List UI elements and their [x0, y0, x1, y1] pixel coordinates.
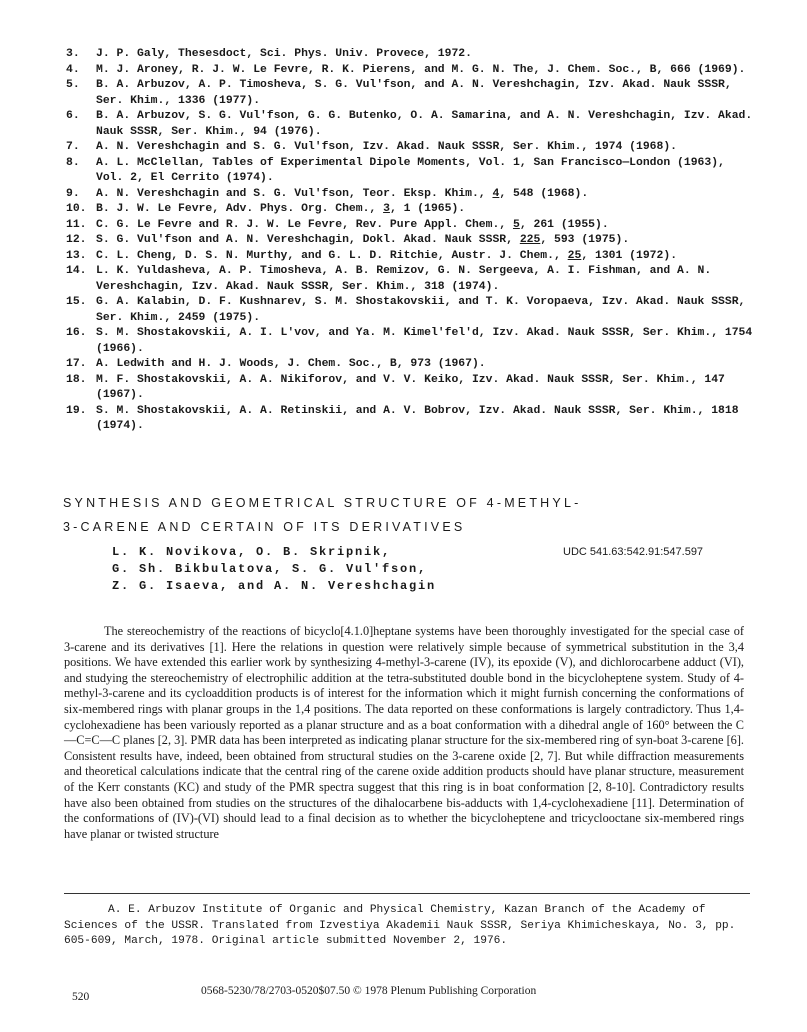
reference-line: B. J. W. Le Fevre, Adv. Phys. Org. Chem., 3, 1 (1965).: [96, 203, 466, 215]
author-line: Z. G. Isaeva, and A. N. Vereshchagin: [112, 579, 437, 593]
reference-item: [66, 109, 756, 140]
reference-line: B. A. Arbuzov, A. P. Timosheva, S. G. Vul'fson, and A. N. Vereshchagin, Izv. Akad. Nauk SSSR,: [96, 79, 732, 91]
udc-code: UDC 541.63:542.91:547.597: [563, 546, 704, 558]
reference-number: 7.: [66, 141, 80, 153]
reference-number: 19.: [66, 404, 87, 417]
reference-text: [96, 404, 756, 435]
reference-line: Vereshchagin, Izv. Akad. Nauk SSSR, Ser. Khim., 318 (1974).: [96, 280, 500, 293]
reference-number: 8.: [66, 156, 80, 169]
reference-item: [66, 295, 756, 326]
reference-line: S. G. Vul'fson and A. N. Vereshchagin, Dokl. Akad. Nauk SSSR, 225, 593 (1975).: [96, 234, 630, 246]
reference-line: C. G. Le Fevre and R. J. W. Le Fevre, Rev. Pure Appl. Chem., 5, 261 (1955).: [96, 218, 609, 231]
reference-line: (1974).: [96, 420, 144, 432]
reference-text: [96, 357, 756, 373]
reference-line: C. L. Cheng, D. S. N. Murthy, and G. L. D. Ritchie, Austr. J. Chem., 25, 1301 (1972).: [96, 249, 678, 262]
reference-number: 4.: [66, 63, 80, 76]
footnote-text: A. E. Arbuzov Institute of Organic and Physical Chemistry, Kazan Branch of the Academy of Sciences of the USSR. Translated from Izvestiya Akademii Nauk SSSR, Seriya Khimicheskaya, No. 3, pp. 605-609, March, 1978. Original article submitted November 2, 1976.: [64, 904, 736, 947]
reference-item: [66, 156, 756, 187]
reference-item: [66, 404, 756, 435]
reference-item: [66, 187, 756, 203]
reference-line: Nauk SSSR, Ser. Khim., 94 (1976).: [96, 125, 322, 138]
reference-item: [66, 357, 756, 373]
reference-number: 9.: [66, 187, 80, 200]
reference-item: [66, 202, 756, 218]
reference-line: (1967).: [96, 389, 144, 401]
reference-text: [96, 233, 756, 249]
reference-text: [96, 326, 756, 357]
page-number: 520: [72, 991, 90, 1003]
article-title-line-2: 3-CARENE AND CERTAIN OF ITS DERIVATIVES: [63, 520, 466, 534]
footnote: [64, 903, 750, 950]
reference-line: J. P. Galy, Thesesdoct, Sci. Phys. Univ. Provece, 1972.: [96, 48, 472, 60]
reference-line: B. A. Arbuzov, S. G. Vul'fson, G. G. Butenko, O. A. Samarina, and A. N. Vereshchagin, Izv. Akad.: [96, 110, 753, 122]
reference-number: 15.: [66, 296, 87, 308]
author-line: G. Sh. Bikbulatova, S. G. Vul'fson,: [112, 562, 428, 576]
reference-number: 3.: [66, 48, 80, 60]
reference-number: 17.: [66, 358, 87, 370]
reference-line: L. K. Yuldasheva, A. P. Timosheva, A. B. Remizov, G. N. Sergeeva, A. I. Fishman, and A. N.: [96, 265, 712, 277]
author-line: L. K. Novikova, O. B. Skripnik,: [112, 545, 392, 559]
article-body: [64, 624, 744, 842]
reference-line: S. M. Shostakovskii, A. I. L'vov, and Ya. M. Kimel'fel'd, Izv. Akad. Nauk SSSR, Ser. Khim., 1754: [96, 327, 753, 339]
author-list: [112, 544, 436, 595]
reference-line: Ser. Khim., 1336 (1977).: [96, 94, 261, 107]
reference-line: A. N. Vereshchagin and S. G. Vul'fson, Teor. Eksp. Khim., 4, 548 (1968).: [96, 187, 589, 200]
reference-item: [66, 233, 756, 249]
reference-number: 18.: [66, 373, 87, 386]
reference-item: [66, 47, 756, 63]
reference-number: 16.: [66, 327, 87, 339]
reference-item: [66, 78, 756, 109]
reference-number: 6.: [66, 110, 80, 122]
reference-text: [96, 202, 756, 218]
reference-line: Ser. Khim., 2459 (1975).: [96, 311, 261, 324]
reference-item: [66, 218, 756, 234]
reference-line: A. Ledwith and H. J. Woods, J. Chem. Soc., B, 973 (1967).: [96, 358, 486, 370]
reference-number: 11.: [66, 218, 87, 231]
reference-item: [66, 326, 756, 357]
reference-number: 14.: [66, 265, 87, 277]
reference-number: 12.: [66, 234, 87, 246]
reference-line: S. M. Shostakovskii, A. A. Retinskii, and A. V. Bobrov, Izv. Akad. Nauk SSSR, Ser. Khim., 1818: [96, 404, 739, 417]
reference-item: [66, 140, 756, 156]
reference-text: [96, 249, 756, 265]
reference-text: [96, 156, 756, 187]
reference-number: 13.: [66, 249, 87, 262]
reference-item: [66, 373, 756, 404]
reference-text: [96, 140, 756, 156]
body-paragraph: The stereochemistry of the reactions of bicyclo[4.1.0]heptane systems have been thoroughly investigated for the special case of 3-carene and its derivatives [1]. Here the relations in question were relatively simple because of symmetrical substitution in the 3,4 positions. We have extended this earlier work by synthesizing 4-methyl-3-carene (IV), its epoxide (V), and dichlorocarbene adduct (VI), and studying the stereochemistry of electrophilic addition at the tetra-substituted double bond in the bicycloheptene system. Study of 4-methyl-3-carene and its cycloaddition products is of interest for the information which it might furnish concerning the conformations of six-membered rings with planar groups in the 1,4 positions. The data reported on these conformations is largely contradictory. Thus 1,4-cyclohexadiene has been variously reported as a planar structure and as a boat conformation with a dihedral angle of 160° between the C—C=C—C planes [2, 3]. PMR data has been interpreted as indicating planar structure for the six-membered ring of syn-boat 3-carene [6]. Consistent results have, indeed, been obtained from structural studies on the 3-carene oxide [2, 7]. But while diffraction measurements and theoretical calculations indicate that the central ring of the carene oxide addition products should have planar structure, measurement of the Kerr constants (KC) and study of the PMR spectra suggest that this ring is in boat conformation [2, 8-10]. Contradictory results have also been obtained from studies on the structures of the dihalocarbene bis-adducts with 1,4-cyclohexadiene [11]. Determination of the conformations of (IV)-(VI) should lead to a final decision as to whether the bicycloheptene and tricyclooctane six-membered rings have planar or twisted structure: [64, 624, 744, 841]
reference-line: M. F. Shostakovskii, A. A. Nikiforov, and V. V. Keiko, Izv. Akad. Nauk SSSR, Ser. Khim., 147: [96, 373, 725, 386]
reference-text: [96, 47, 756, 63]
reference-line: M. J. Aroney, R. J. W. Le Fevre, R. K. Pierens, and M. G. N. The, J. Chem. Soc., B, 666 (1969).: [96, 63, 746, 76]
reference-line: (1966).: [96, 342, 144, 355]
reference-line: A. N. Vereshchagin and S. G. Vul'fson, Izv. Akad. Nauk SSSR, Ser. Khim., 1974 (1968).: [96, 141, 678, 153]
reference-list: [66, 47, 756, 435]
reference-line: A. L. McClellan, Tables of Experimental Dipole Moments, Vol. 1, San Francisco—London (1963),: [96, 156, 725, 169]
reference-text: [96, 218, 756, 234]
reference-text: [96, 63, 756, 79]
reference-item: [66, 264, 756, 295]
reference-text: [96, 78, 756, 109]
reference-item: [66, 249, 756, 265]
reference-text: [96, 373, 756, 404]
reference-number: 5.: [66, 79, 80, 91]
reference-line: G. A. Kalabin, D. F. Kushnarev, S. M. Shostakovskii, and T. K. Voropaeva, Izv. Akad. Nauk SSSR,: [96, 296, 746, 308]
reference-text: [96, 109, 756, 140]
article-title-line-1: SYNTHESIS AND GEOMETRICAL STRUCTURE OF 4-METHYL-: [63, 496, 582, 510]
publisher-line: 0568-5230/78/2703-0520$07.50 © 1978 Plenum Publishing Corporation: [201, 985, 537, 997]
reference-item: [66, 63, 756, 79]
article-title: [63, 491, 581, 539]
reference-text: [96, 264, 756, 295]
reference-text: [96, 295, 756, 326]
reference-line: Vol. 2, El Cerrito (1974).: [96, 172, 274, 184]
footnote-divider: [64, 893, 750, 894]
reference-number: 10.: [66, 203, 87, 215]
reference-text: [96, 187, 756, 203]
